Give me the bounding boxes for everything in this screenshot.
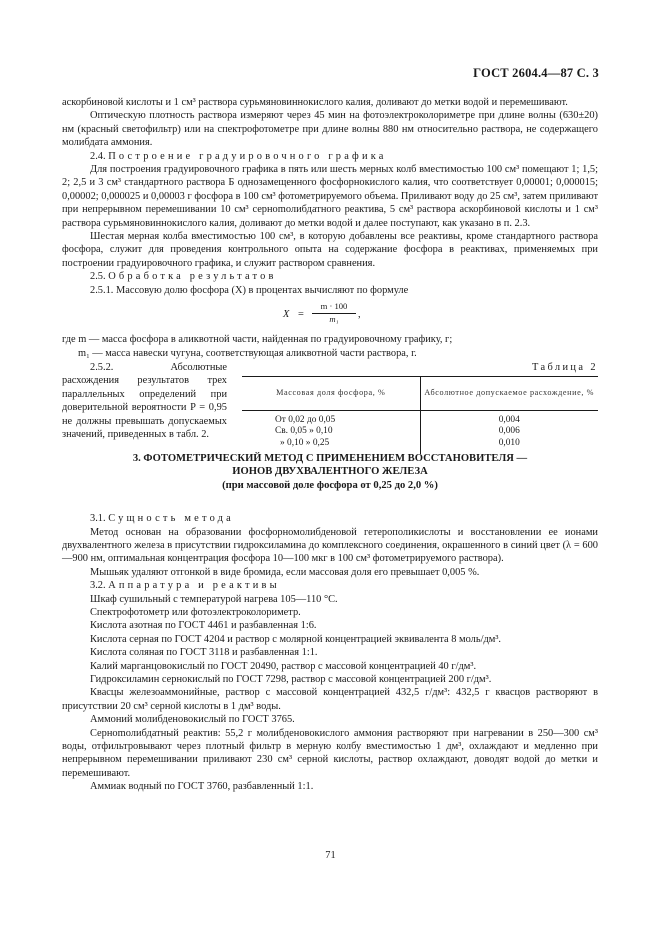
table-header-cell: Абсолютное допускаемое расхождение, % (420, 376, 598, 410)
list-item: Гидроксиламин сернокислый по ГОСТ 7298, раствор с массовой концентрацией 200 г/дм³. (90, 674, 492, 685)
definition: m₁ — масса навески чугуна, соответствующая аликвотной части раствора, г. (78, 347, 417, 359)
section-3-title-line: ИОНОВ ДВУХВАЛЕНТНОГО ЖЕЛЕЗА (232, 466, 428, 478)
paragraph: Оптическую плотность раствора измеряют через 45 мин на фотоэлектроколориметре при длине волны (630±20) нм (красный светофильтр) или на спектрофотометре при длине волны 880 нм относительно раствора, не содержащего молибдата аммония. (62, 110, 598, 149)
section-3-title (62, 452, 598, 492)
table-header-row (242, 376, 598, 410)
section-number: 3.1. (90, 513, 106, 525)
list-item: Аммиак водный по ГОСТ 3760, разбавленный 1:1. (90, 781, 314, 793)
section-title: Сущность метода (108, 513, 234, 525)
list-item: Кислота соляная по ГОСТ 3118 и разбавленная 1:1. (90, 647, 318, 659)
section-heading (62, 270, 598, 283)
section-3-title-line: 3. ФОТОМЕТРИЧЕСКИЙ МЕТОД С ПРИМЕНЕНИЕМ ВОССТАНОВИТЕЛЯ — (132, 452, 528, 464)
table-cell: 0,006 (420, 426, 598, 437)
formula-denominator: m₁ (329, 314, 339, 325)
page-header: ГОСТ 2604.4—87 С. 3 (473, 66, 599, 80)
paragraph: 2.5.1. Массовую долю фосфора (X) в процентах вычисляют по формуле (90, 284, 409, 296)
table-section (62, 361, 598, 448)
table-cell: От 0,02 до 0,05 (275, 414, 336, 425)
definition: где m — масса фосфора в аликвотной части, найденная по градуировочному графику, г; (62, 334, 453, 346)
table-row (242, 426, 598, 437)
table-row (242, 438, 598, 454)
table-row (242, 410, 598, 426)
list-item: Шкаф сушильный с температурой нагрева 105—110 °С. (90, 593, 338, 605)
paragraph: Для построения градуировочного графика в пять или шесть мерных колб вместимостью 100 см³ помещают 1; 1,5; 2; 2,5 и 3 см³ стандартного раствора Б однозамещенного фосфорнокислого калия, что соответствует 0,00001; 0,000015; 0,00002; 0,000025 и 0,00003 г фосфора в 100 см³ фотометрируемого объема. Приливают воду до 25 см³, затем приливают при непрерывном перемешивании 10 см³ сернomолибдатного реактива, 5 см³ раствора аскорбиновой кислоты и 1 см³ раствора сурьмяновиннокислого калия, доливают до метки водой и далее поступают, как указано в п. 2.3. (62, 164, 598, 229)
paragraph: Метод основан на образовании фосфорномолибденовой гетерополикислоты и восстановлении ее ионами двухвалентного железа в присутствии гидроксиламина до комплексного соединения, окрашенного в синий цвет (λ = 600—900 нм, оптимальная концентрация фосфора 10—100 мкг в 100 см³ фотометрируемого раствора). (62, 526, 598, 565)
section-heading (62, 150, 598, 163)
section-number: 3.2. (90, 580, 106, 592)
formula (62, 298, 598, 332)
section-heading (62, 579, 598, 592)
page-number: 71 (325, 850, 336, 861)
formula-tail: , (358, 309, 361, 321)
section-title: Построение градуировочного графика (108, 150, 387, 162)
formula-numerator: m · 100 (312, 301, 356, 314)
paragraph: 2.5.2. Абсолютные расхождения результатов трех параллельных определений при доверительной вероятности P = 0,95 не должны превышать допускаемых значений, приведенных в табл. 2. (62, 361, 227, 440)
list-item: Сернomолибдатный реактив: 55,2 г молибденовокислого аммония растворяют при нагревании в 250—300 см³ воды, отфильтровывают через плотный фильтр в мерную колбу вместимостью 1 дм³, охлаждают и медленно при непрерывном перемешивании приливают 230 см³ серной кислоты, раствор охлаждают, доводят водой до метки и перемешивают. (62, 727, 598, 779)
paragraph: аскорбиновой кислоты и 1 см³ раствора сурьмяновиннокислого калия, доливают до метки водой и перемешивают. (62, 97, 568, 108)
section-title: Аппаратура и реактивы (108, 580, 280, 592)
table-cell: » 0,10 » 0,25 (280, 437, 330, 448)
formula-lhs: X (283, 309, 290, 321)
table-header-cell: Массовая доля фосфора, % (242, 376, 420, 410)
list-item: Кислота азотная по ГОСТ 4461 и разбавленная 1:6. (90, 620, 317, 632)
list-item: Кислота серная по ГОСТ 4204 и раствор с молярной концентрацией эквивалента 8 моль/дм³. (90, 633, 502, 645)
document-body (62, 96, 598, 794)
paragraph: Шестая мерная колба вместимостью 100 см³, в которую добавлены все реактивы, кроме стандартного раствора фосфора, служит для проведения контрольного опыта на содержание фосфора в реактивах, применяемых при построении градуировочного графика, и служит раствором сравнения. (62, 231, 598, 269)
table-cell: 0,010 (420, 438, 598, 454)
list-item: Аммоний молибденовокислый по ГОСТ 3765. (90, 714, 295, 726)
table-caption: Таблица 2 (531, 361, 598, 373)
section-heading (62, 512, 598, 525)
section-number: 2.4. (90, 150, 106, 162)
formula-equals: = (298, 309, 304, 321)
paragraph: Мышьяк удаляют отгонкой в виде бромида, если массовая доля его превышает 0,005 %. (90, 566, 480, 578)
table-side-text (62, 361, 227, 441)
list-item: Калий марганцовокислый по ГОСТ 20490, раствор с массовой концентрацией 40 г/дм³. (90, 660, 477, 672)
table-2 (242, 376, 598, 454)
table-cell: 0,004 (420, 410, 598, 426)
section-number: 2.5. (90, 271, 106, 283)
list-item: Квасцы железоаммонийные, раствор с массовой концентрацией 432,5 г/дм³: 432,5 г квасцов растворяют в присутствии 20 см³ серной кислоты в 1 дм³ воды. (62, 687, 598, 712)
section-3-title-line: (при массовой доле фосфора от 0,25 до 2,0 %) (222, 479, 438, 491)
list-item: Спектрофотометр или фотоэлектроколориметр. (90, 606, 301, 618)
formula-fraction (312, 301, 356, 325)
section-title: Обработка результатов (108, 271, 277, 283)
table-cell: Св. 0,05 » 0,10 (275, 426, 333, 437)
